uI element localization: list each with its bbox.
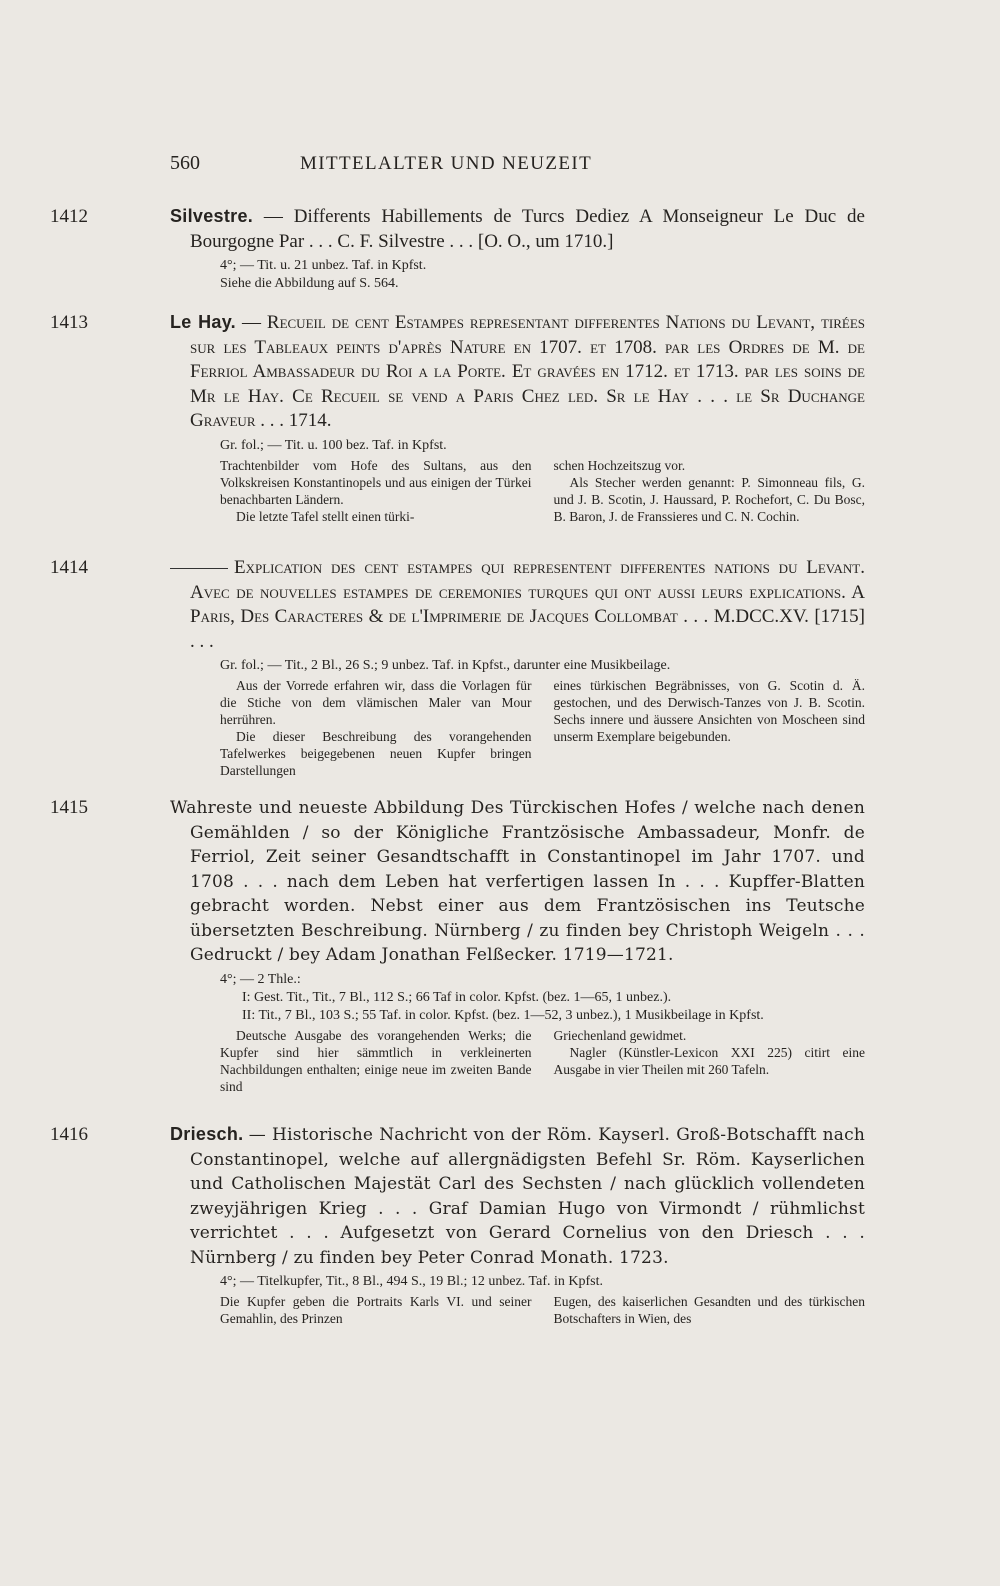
entry-author: Le Hay.	[170, 312, 236, 332]
entry-number: 1415	[50, 797, 88, 818]
entry-title: Explication des cent estampes qui representent differentes nations du Levant. Avec de nouvelles estampes de ceremonies turques qui ont aussi leurs explications. A Paris, Des Caracteres & de l'Imprimerie de Jacques Collombat . . . M.DCC.XV. [1715] . . .	[190, 557, 865, 652]
page-header	[170, 152, 670, 175]
notes-left-column: Die Kupfer geben die Portraits Karls VI. und seiner Gemahlin, des Prinzen	[220, 1294, 532, 1326]
entry-number: 1412	[50, 206, 88, 227]
page-number: 560	[170, 152, 200, 174]
running-title: MITTELALTER UND NEUZEIT	[300, 153, 593, 174]
entry-title: — Historische Nachricht von der Röm. Kayserl. Groß-Botschafft nach Constantinopel, welche auf allergnädigsten Befehl Sr. Röm. Kayserlichen und Catholischen Majestät Carl des Sechsten / nach glücklich vollendeten zweyjährigen Krieg . . . Graf Damian Hugo von Virmondt / rühmlichst verrichtet . . . Aufgesetzt von Gerard Cornelius von den Driesch . . . Nürnberg / zu finden bey Peter Conrad Monath. 1723.	[190, 1125, 866, 1268]
entry-collation: Gr. fol.; — Tit. u. 100 bez. Taf. in Kpfst.	[220, 437, 447, 453]
notes-left-column: Trachtenbilder vom Hofe des Sultans, aus den Volkskreisen Konstantinopels und aus einigen der Türkei benachbarten Ländern. Die letzte Tafel stellt einen türki-	[220, 457, 532, 524]
catalog-entry-1415	[50, 796, 865, 1095]
entry-notes	[120, 457, 865, 525]
entry-author: Silvestre.	[170, 206, 254, 226]
notes-right-column: Eugen, des kaiserlichen Gesandten und des türkischen Botschafters in Wien, des	[553, 1294, 865, 1326]
catalog-entry-1413	[50, 310, 866, 525]
notes-left-column: Aus der Vorrede erfahren wir, dass die Vorlagen für die Stiche von dem vlämischen Maler van Mour herrühren. Die dieser Beschreibung des vorangehenden Tafelwerkes beigegebenen neuen Kupfer bringen Darstellungen	[220, 678, 532, 778]
entry-collation: 4°; — Titelkupfer, Tit., 8 Bl., 494 S., 19 Bl.; 12 unbez. Taf. in Kpfst.	[220, 1274, 603, 1289]
ditto-rule	[170, 568, 228, 569]
entry-notes	[120, 677, 865, 779]
catalog-entry-1416	[50, 1122, 866, 1327]
notes-right-column: Griechenland gewidmet. Nagler (Künstler-Lexicon XXI 225) citirt eine Ausgabe in vier Theilen mit 260 Tafeln.	[553, 1027, 865, 1077]
entry-author: Driesch.	[170, 1124, 244, 1144]
entry-notes	[120, 1027, 865, 1095]
entry-title: Wahreste und neueste Abbildung Des Türckischen Hofes / welche nach denen Gemählden / so der Königliche Frantzösische Ambassadeur, Monfr. de Ferriol, Zeit seiner Gesandtschafft in Constantinopel im Jahr 1707. und 1708 . . . nach dem Leben hat verfertigen lassen In . . . Kupffer-Blatten gebracht worden. Nebst einer aus dem Frantzösischen ins Teutsche übersetzten Beschreibung. Nürnberg / zu finden bey Christoph Weigeln . . . Gedruckt / bey Adam Jonathan Felßecker. 1719—1721.	[170, 798, 865, 965]
entry-number: 1414	[50, 557, 88, 578]
entry-title: — Differents Habillements de Turcs Dediez A Monseigneur Le Duc de Bourgogne Par . . . C. F. Silvestre . . . [O. O., um 1710.]	[190, 206, 865, 252]
entry-number: 1416	[50, 1124, 88, 1145]
entry-title: — Recueil de cent Estampes representant differentes Nations du Levant, tirées sur les Tableaux peints d'après Nature en 1707. et 1708. par les Ordres de M. de Ferriol Ambassadeur du Roi a la Porte. Et gravées en 1712. et 1713. par les soins de Mr le Hay. Ce Recueil se vend a Paris Chez led. Sr le Hay . . . le Sr Duchange Graveur . . . 1714.	[190, 312, 866, 431]
notes-right-column: schen Hochzeitszug vor. Als Stecher werden genannt: P. Simonneau fils, G. und J. B. Scotin, J. Haussard, P. Rochefort, C. Du Bosc, B. Baron, J. de Franssieres und C. N. Cochin.	[553, 457, 865, 524]
entry-number: 1413	[50, 312, 88, 333]
entry-notes	[120, 1293, 865, 1327]
entry-collation: 4°; — 2 Thle.: I: Gest. Tit., Tit., 7 Bl., 112 S.; 66 Taf in color. Kpfst. (bez. 1—65, 1 unbez.). II: Tit., 7 Bl., 103 S.; 55 Taf. in color. Kpfst. (bez. 1—52, 3 unbez.), 1 Musikbeilage in Kpfst.	[220, 971, 764, 1023]
entry-collation: Gr. fol.; — Tit., 2 Bl., 26 S.; 9 unbez. Taf. in Kpfst., darunter eine Musikbeilage.	[220, 658, 671, 673]
catalog-entry-1412	[50, 204, 865, 293]
entry-collation: 4°; — Tit. u. 21 unbez. Taf. in Kpfst. Siehe die Abbildung auf S. 564.	[220, 258, 427, 291]
notes-left-column: Deutsche Ausgabe des vorangehenden Werks; die Kupfer sind hier sämmtlich in verkleinerten Nachbildungen enthalten; einige neue im zweiten Bande sind	[220, 1027, 532, 1094]
catalog-entry-1414	[50, 556, 865, 779]
notes-right-column: eines türkischen Begräbnisses, von G. Scotin d. Ä. gestochen, und des Derwisch-Tanzes von J. B. Scotin. Sechs innere und äussere Ansichten von Moscheen sind unserm Exemplare beigebunden.	[553, 678, 865, 744]
